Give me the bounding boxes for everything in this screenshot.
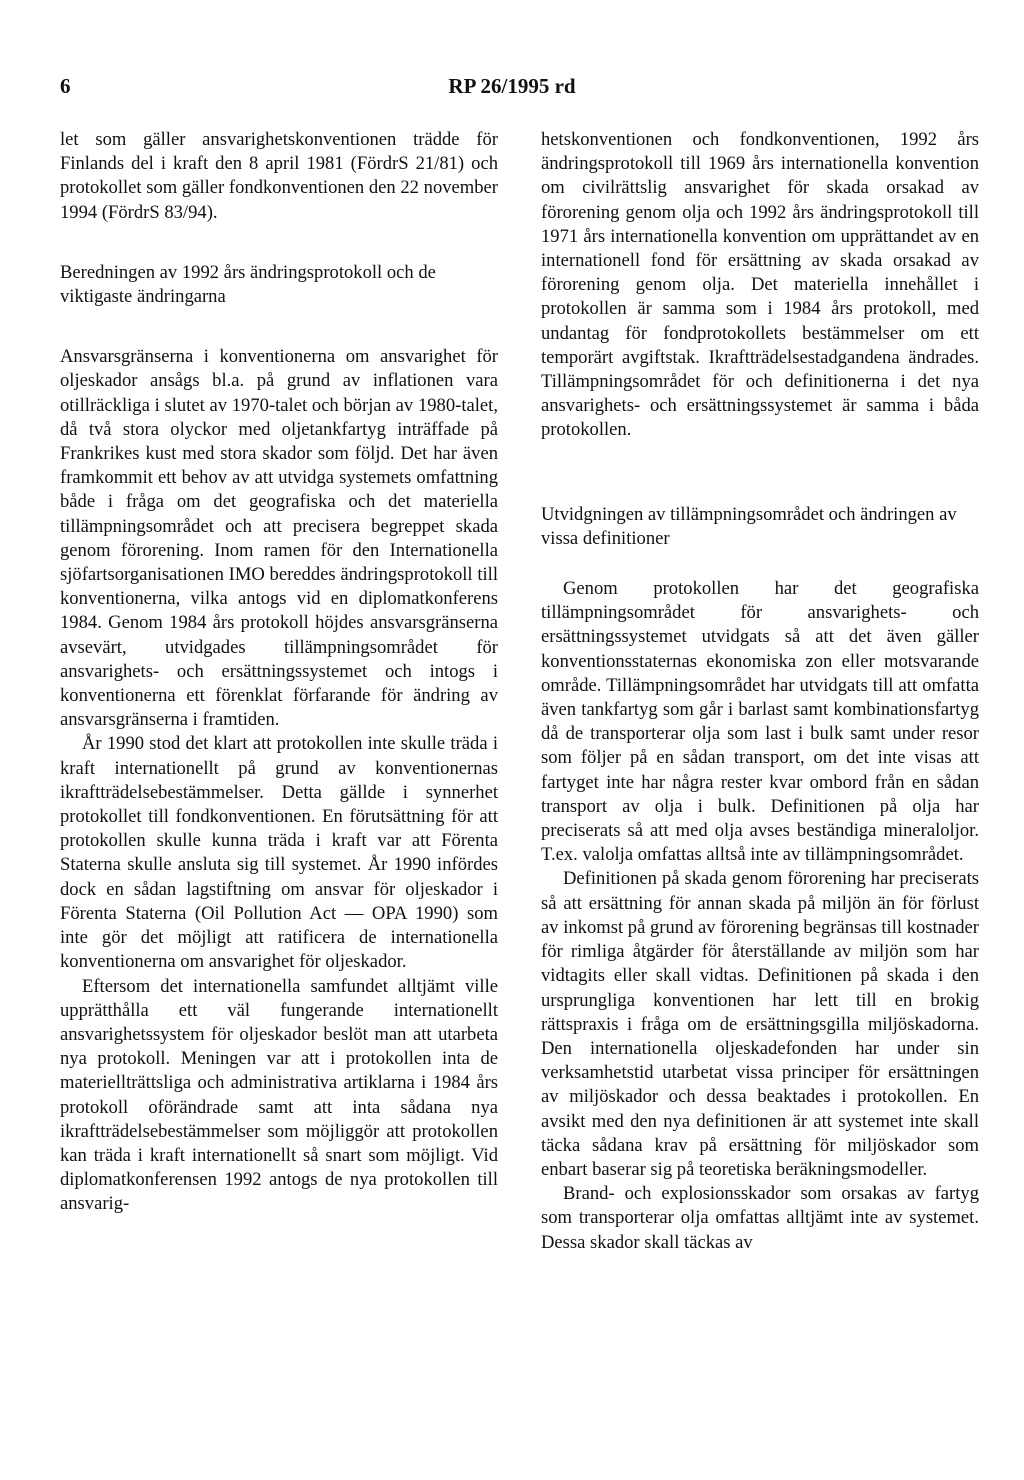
paragraph: Definitionen på skada genom förorening har preciserats så att ersättning för annan skada på miljön än för förlust av inkomst på grund av förorening begränsas till kostnader för rimliga åtgärder för återställande av miljön som har vidtagits eller skall vidtas. Definitionen på skada i den ursprungliga konventionen har lett till en brokig rättspraxis i fråga om de ersättningsgilla miljöskadorna. Den internationella oljeskadefonden har under sin verksamhetstid utarbetat vissa principer för ersättningen av miljöskador och dessa beaktades i protokollen. En avsikt med den nya definitionen är att systemet inte skall täcka sådana krav på ersättning för miljöskador som enbart baserar sig på teoretiska beräkningsmodeller. bbox=[541, 868, 979, 1180]
section-heading: Beredningen av 1992 års ändringsprotokoll och de viktigaste ändringarna bbox=[60, 261, 436, 308]
paragraph: Brand- och explosionsskador som orsakas av fartyg som transporterar olja omfattas alltjämt inte av systemet. Dessa skador skall täckas av bbox=[541, 1183, 979, 1253]
right-column bbox=[541, 128, 979, 1255]
running-title: RP 26/1995 rd bbox=[448, 74, 576, 98]
paragraph: Eftersom det internationella samfundet alltjämt ville upprätthålla ett väl fungerande internationellt ansvarighetssystem för oljeskador beslöt man att utarbeta nya protokoll. Meningen var att i protokollen inta de materiellträttsliga och administrativa artiklarna i 1984 års protokoll oförändrade samt att inta sådana nya ikraftträdelsebestämmelser som möjliggör att protokollen kan träda i kraft internationellt så snart som möjligt. Vid diplomatkonferensen 1992 antogs de nya protokollen till ansvarig- bbox=[60, 975, 498, 1215]
paragraph: Ansvarsgränserna i konventionerna om ansvarighet för oljeskador ansågs bl.a. på grund av inflationen vara otillräckliga i slutet av 1970-talet och början av 1980-talet, då två stora olyckor med oljetankfartyg inträffade på Frankrikes kust med stora skador som följd. Det har även framkommit ett behov av att utvidga systemets omfattning både i fråga om det geografiska och det materiella tillämpningsområdet och att precisera begreppet skada genom förorening. Inom ramen för den Internationella sjöfartsorganisationen IMO bereddes ändringsprotokoll till konventionerna, vilka antogs vid en diplomatkonferens 1984. Genom 1984 års protokoll höjdes ansvarsgränserna avsevärt, utvidgades tillämpningsområdet för ansvarighets- och ersättningssystemet och intogs i konventionerna ett förenklat förfarande för ändring av ansvarsgränserna i framtiden. bbox=[60, 346, 498, 731]
paragraph: År 1990 stod det klart att protokollen inte skulle träda i kraft internationellt på grund av konventionernas ikraftträdelsebestämmelser. Detta gällde i synnerhet protokollet till fondkonventionen. En förutsättning för att protokollen skulle kunna träda i kraft var att Förenta Staterna skulle ansluta sig till systemet. År 1990 infördes dock en sådan lagstiftning om ansvar för oljeskador i Förenta Staterna (Oil Pollution Act — OPA 1990) som inte gör det möjligt att ratificera de internationella konventionerna om ansvarighet för oljeskador. bbox=[60, 733, 498, 973]
paragraph: hetskonventionen och fondkonventionen, 1992 års ändringsprotokoll till 1969 års internationella konvention om civilrättslig ansvarighet för skada orsakad av förorening genom olja och 1992 års ändringsprotokoll till 1971 års internationella konvention om upprättandet av en internationell fond för ersättning av skada orsakad av förorening genom olja. Det materiella innehållet i protokollen är samma som i 1984 års protokoll, med undantag för fondprotokollets bestämmelser om ett temporärt avgiftstak. Ikraftträdelsestadgandena ändrades. Tillämpningsområdet för och definitionerna i det nya ansvarighets- och ersättningssystemet är samma i båda protokollen. bbox=[541, 129, 979, 441]
paragraph: Genom protokollen har det geografiska tillämpningsområdet för ansvarighets- och ersättningssystemet utvidgats så att det även gäller konventionsstaternas ekonomiska zon eller motsvarande område. Tillämpningsområdet har utvidgats till att omfatta även tankfartyg som går i barlast samt kombinationsfartyg då de transporterar olja som last i bulk samt under resor som följer på en sådan transport, om det inte visas att fartyget inte har några rester kvar ombord från en sådan transport av olja i bulk. Definitionen på olja har preciserats så att med olja avses beständiga mineraloljor. T.ex. valolja omfattas alltså inte av tillämpningsområdet. bbox=[541, 578, 979, 866]
paragraph: let som gäller ansvarighetskonventionen trädde för Finlands del i kraft den 8 april 1981 (FördrS 21/81) och protokollet som gäller fondkonventionen den 22 november 1994 (FördrS 83/94). bbox=[60, 129, 498, 223]
left-column bbox=[60, 128, 498, 1217]
section-heading: Utvidgningen av tillämpningsområdet och ändringen av vissa definitioner bbox=[541, 503, 957, 549]
page-number: 6 bbox=[60, 74, 71, 98]
